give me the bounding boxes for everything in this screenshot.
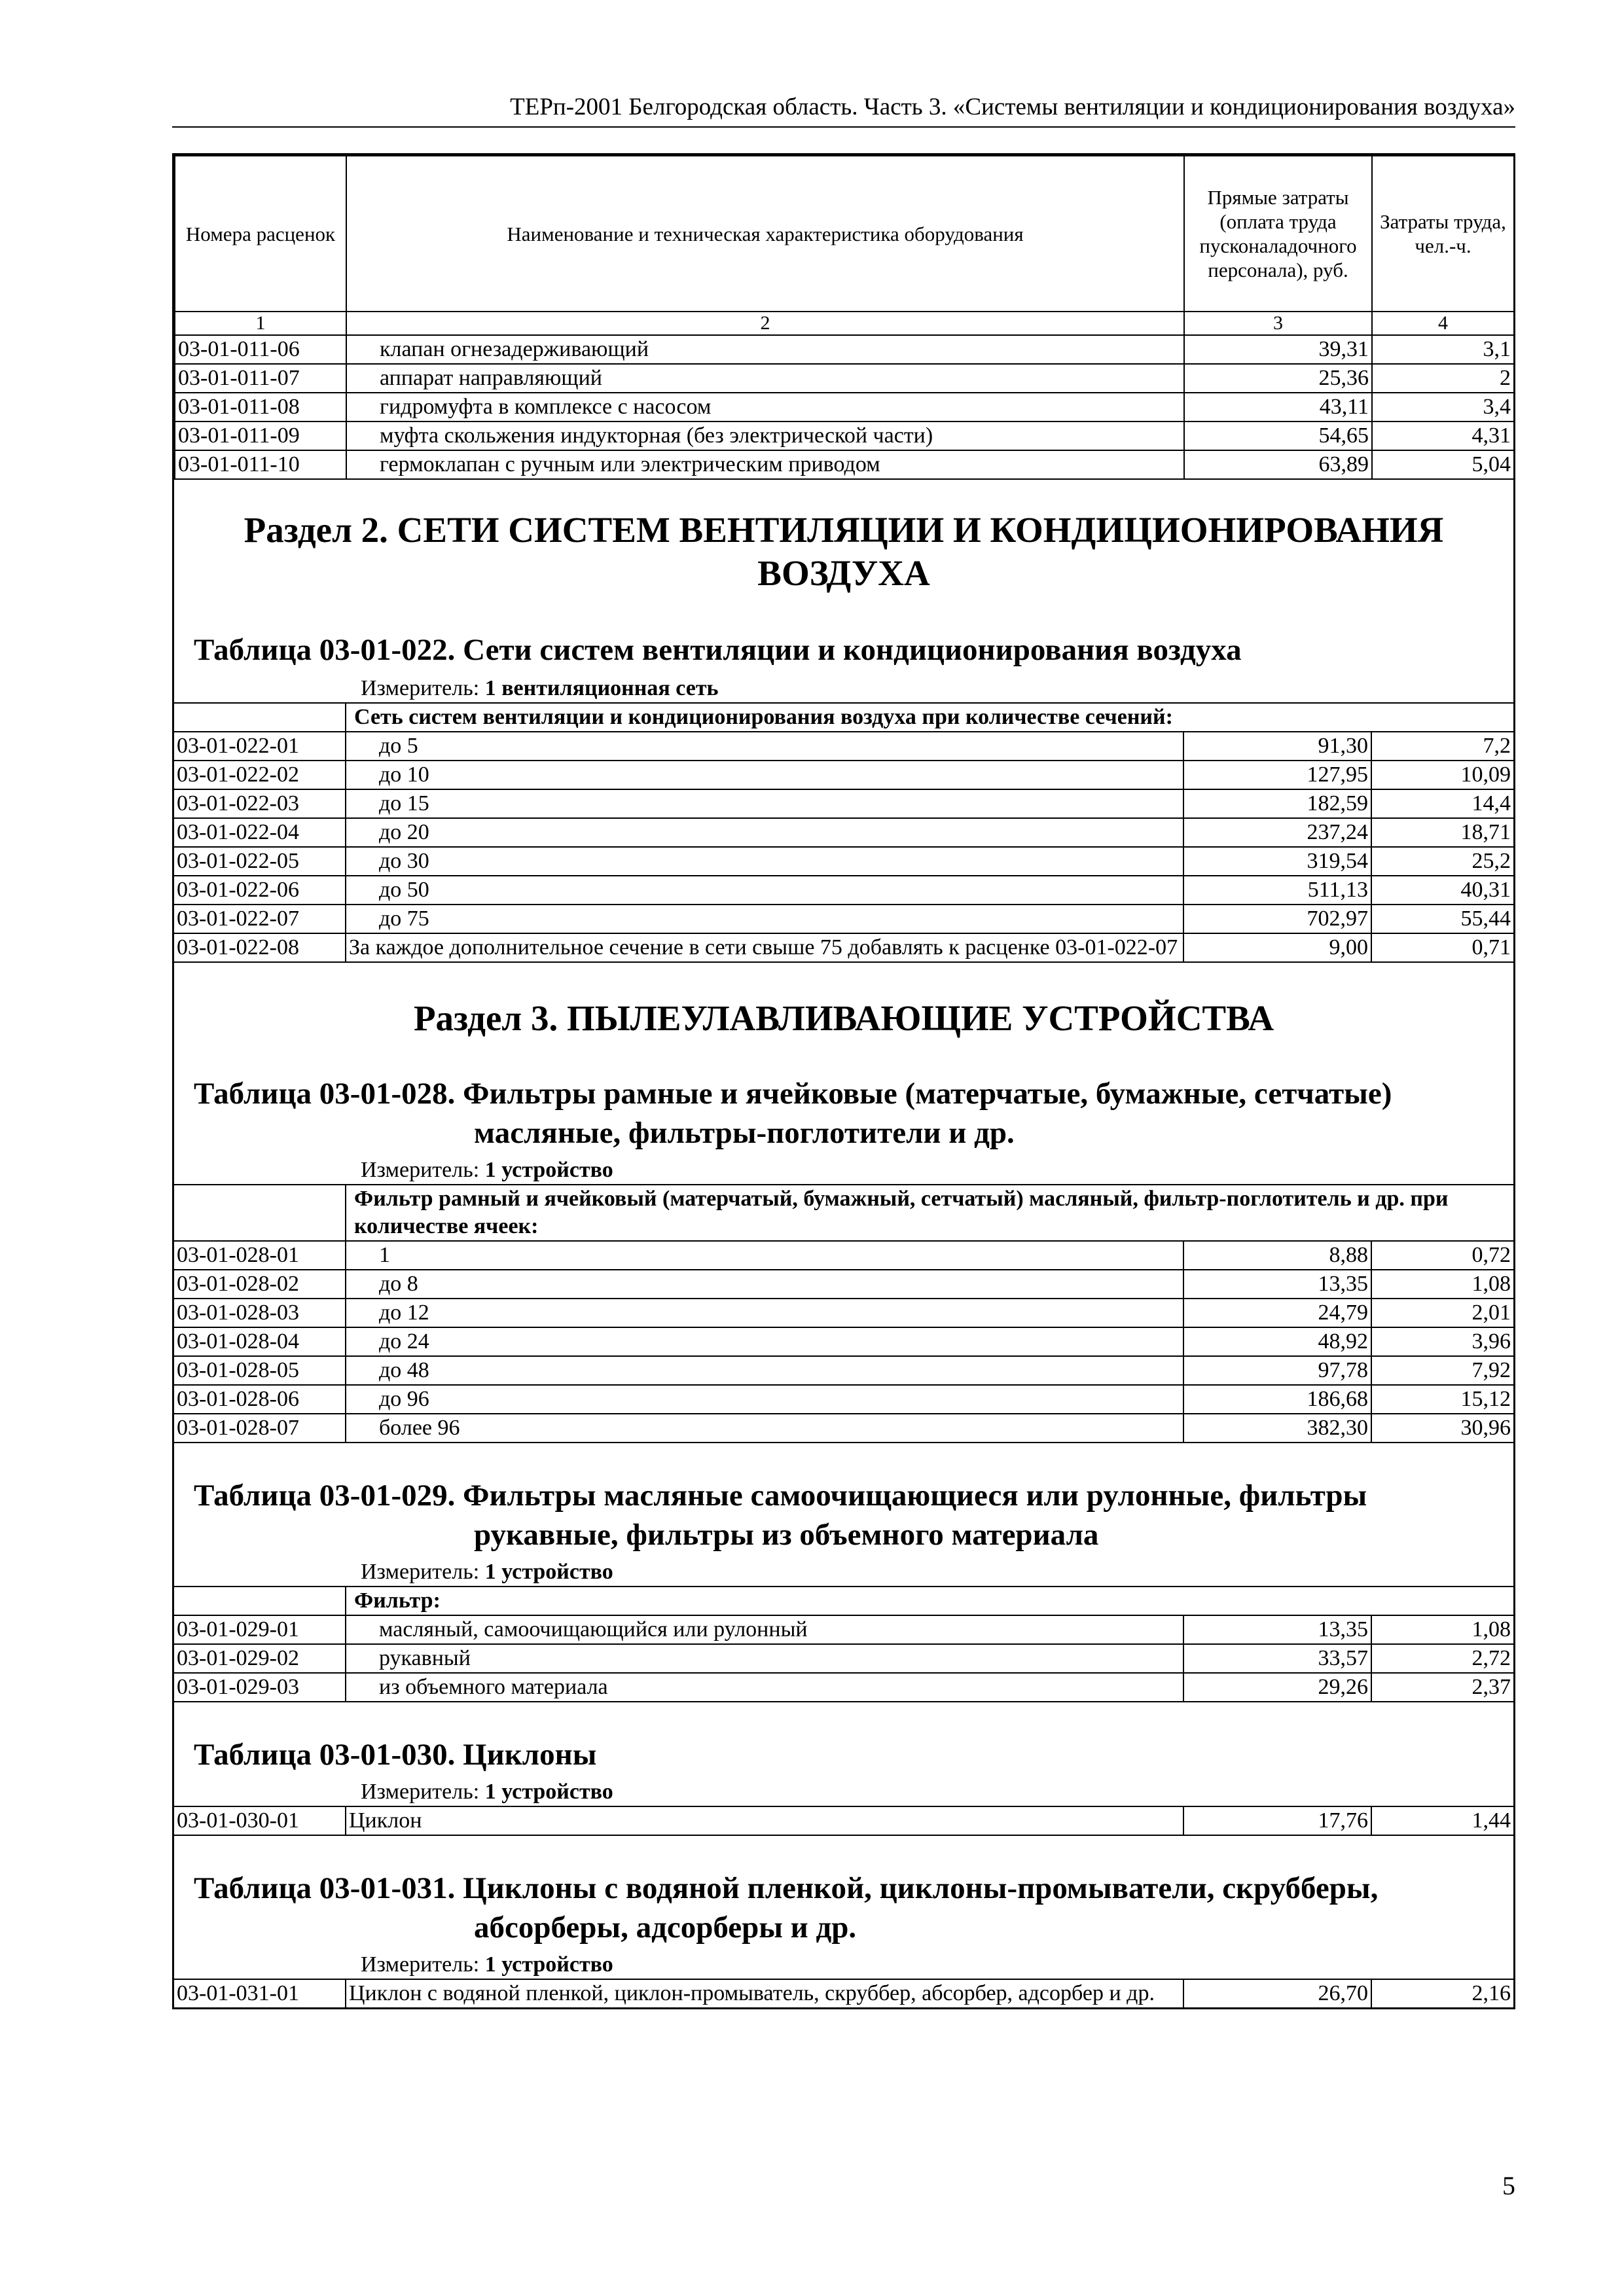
meter-value: 1 устройство	[484, 1158, 613, 1182]
column-number-row	[175, 312, 1514, 335]
rate-name: до 96	[346, 1385, 1183, 1414]
table-row	[174, 905, 1513, 933]
rate-cost: 511,13	[1183, 876, 1371, 905]
rate-code: 03-01-029-03	[174, 1673, 346, 1702]
table-row	[174, 1414, 1513, 1443]
rate-labor: 0,72	[1371, 1241, 1513, 1270]
column-header-name: Наименование и техническая характеристика оборудования	[346, 156, 1184, 312]
table-row	[174, 1356, 1513, 1385]
table-row	[174, 933, 1513, 962]
section-2-title: Раздел 2. СЕТИ СИСТЕМ ВЕНТИЛЯЦИИ И КОНДИЦИОНИРОВАНИЯ ВОЗДУХА	[244, 510, 1444, 593]
rate-code: 03-01-028-06	[174, 1385, 346, 1414]
section-3-title: Раздел 3. ПЫЛЕУЛАВЛИВАЮЩИЕ УСТРОЙСТВА	[413, 998, 1274, 1038]
rate-name: до 15	[346, 789, 1183, 818]
rate-cost: 702,97	[1183, 905, 1371, 933]
meter-label: Измеритель:	[361, 1952, 480, 1977]
table-title-line: рукавные, фильтры из объемного материала	[474, 1518, 1099, 1552]
table-03-01-011	[174, 155, 1515, 480]
rate-labor: 5,04	[1372, 450, 1514, 479]
rate-cost: 29,26	[1183, 1673, 1371, 1702]
rate-name: до 5	[346, 732, 1183, 761]
table-03-01-031-meter	[174, 1947, 1513, 1979]
rate-code: 03-01-029-01	[174, 1615, 346, 1644]
table-row	[175, 335, 1514, 364]
rate-name: 1	[346, 1241, 1183, 1270]
rate-labor: 1,08	[1371, 1615, 1513, 1644]
table-row	[174, 1644, 1513, 1673]
rate-labor: 2,72	[1371, 1644, 1513, 1673]
table-row	[174, 876, 1513, 905]
rate-code: 03-01-022-04	[174, 818, 346, 847]
rate-labor: 3,96	[1371, 1327, 1513, 1356]
meter-label: Измеритель:	[361, 1560, 480, 1584]
rate-name: Циклон с водяной пленкой, циклон-промыватель, скруббер, абсорбер, адсорбер и др.	[346, 1979, 1183, 2007]
rate-code: 03-01-028-04	[174, 1327, 346, 1356]
rate-cost: 25,36	[1184, 364, 1372, 393]
rate-code: 03-01-028-02	[174, 1270, 346, 1299]
rate-cost: 186,68	[1183, 1385, 1371, 1414]
rate-code: 03-01-022-03	[174, 789, 346, 818]
table-03-01-022-title: Таблица 03-01-022. Сети систем вентиляции и кондиционирования воздуха	[194, 633, 1242, 667]
table-row	[174, 1615, 1513, 1644]
rate-labor: 1,08	[1371, 1270, 1513, 1299]
table-title-line: Таблица 03-01-029. Фильтры масляные самоочищающиеся или рулонные, фильтры	[194, 1479, 1367, 1513]
meter-value: 1 устройство	[484, 1952, 613, 1977]
rate-labor: 14,4	[1371, 789, 1513, 818]
document-frame	[172, 153, 1515, 2009]
rate-name: из объемного материала	[346, 1673, 1183, 1702]
table-row	[174, 789, 1513, 818]
rate-code: 03-01-022-02	[174, 761, 346, 789]
rate-code: 03-01-022-05	[174, 847, 346, 876]
rate-labor: 7,92	[1371, 1356, 1513, 1385]
rate-code: 03-01-030-01	[174, 1806, 346, 1835]
table-03-01-022-meter	[174, 670, 1513, 702]
rate-cost: 39,31	[1184, 335, 1372, 364]
table-03-01-030	[174, 1806, 1513, 1836]
table-03-01-030-title: Таблица 03-01-030. Циклоны	[194, 1738, 597, 1772]
column-number: 4	[1372, 312, 1514, 335]
rate-cost: 33,57	[1183, 1644, 1371, 1673]
rate-name: до 50	[346, 876, 1183, 905]
table-03-01-028	[174, 1184, 1513, 1443]
rate-cost: 13,35	[1183, 1270, 1371, 1299]
column-number: 1	[175, 312, 346, 335]
table-row	[175, 364, 1514, 393]
rate-labor: 7,2	[1371, 732, 1513, 761]
table-03-01-031-title	[174, 1836, 1513, 1947]
rate-name: гидромуфта в комплексе с насосом	[346, 393, 1184, 422]
rate-labor: 2,01	[1371, 1299, 1513, 1327]
rate-code: 03-01-028-01	[174, 1241, 346, 1270]
rate-code: 03-01-028-07	[174, 1414, 346, 1443]
table-03-01-030-meter	[174, 1774, 1513, 1806]
rate-code: 03-01-011-07	[175, 364, 346, 393]
rate-name: Циклон	[346, 1806, 1183, 1835]
rate-labor: 30,96	[1371, 1414, 1513, 1443]
rate-name: до 24	[346, 1327, 1183, 1356]
rate-name: более 96	[346, 1414, 1183, 1443]
rate-cost: 26,70	[1183, 1979, 1371, 2007]
rate-name: муфта скольжения индукторная (без электрической части)	[346, 422, 1184, 450]
table-row	[174, 1241, 1513, 1270]
rate-code: 03-01-011-06	[175, 335, 346, 364]
rate-name: до 12	[346, 1299, 1183, 1327]
table-row	[174, 1327, 1513, 1356]
page-number: 5	[1502, 2171, 1515, 2200]
rate-cost: 43,11	[1184, 393, 1372, 422]
rate-labor: 2	[1372, 364, 1514, 393]
rate-labor: 18,71	[1371, 818, 1513, 847]
rate-labor: 10,09	[1371, 761, 1513, 789]
rate-labor: 1,44	[1371, 1806, 1513, 1835]
rate-cost: 127,95	[1183, 761, 1371, 789]
rate-labor: 3,4	[1372, 393, 1514, 422]
table-03-01-029-title	[174, 1443, 1513, 1554]
rate-cost: 237,24	[1183, 818, 1371, 847]
group-label: Сеть систем вентиляции и кондиционирования воздуха при количестве сечений:	[346, 703, 1513, 732]
column-header-cost: Прямые затраты (оплата труда пусконаладочного персонала), руб.	[1184, 156, 1372, 312]
table-row	[174, 1299, 1513, 1327]
rate-code: 03-01-022-06	[174, 876, 346, 905]
group-row	[174, 1185, 1513, 1241]
rate-name: до 48	[346, 1356, 1183, 1385]
rate-labor: 25,2	[1371, 847, 1513, 876]
rate-name: до 10	[346, 761, 1183, 789]
rate-code: 03-01-011-08	[175, 393, 346, 422]
rate-code: 03-01-029-02	[174, 1644, 346, 1673]
group-row	[174, 703, 1513, 732]
table-row	[174, 818, 1513, 847]
rate-cost: 48,92	[1183, 1327, 1371, 1356]
table-title-line: Таблица 03-01-031. Циклоны с водяной пленкой, циклоны-промыватели, скрубберы,	[194, 1871, 1379, 1905]
meter-value: 1 вентиляционная сеть	[484, 676, 719, 700]
rate-code: 03-01-022-08	[174, 933, 346, 962]
rate-labor: 2,16	[1371, 1979, 1513, 2007]
rate-labor: 4,31	[1372, 422, 1514, 450]
rate-cost: 24,79	[1183, 1299, 1371, 1327]
meter-label: Измеритель:	[361, 676, 480, 700]
table-title-line: масляные, фильтры-поглотители и др.	[474, 1116, 1015, 1150]
column-header-code: Номера расценок	[175, 156, 346, 312]
column-header-labor: Затраты труда, чел.-ч.	[1372, 156, 1514, 312]
rate-code: 03-01-022-07	[174, 905, 346, 933]
meter-label: Измеритель:	[361, 1780, 480, 1804]
group-label: Фильтр:	[346, 1587, 1513, 1615]
rate-name: гермоклапан с ручным или электрическим приводом	[346, 450, 1184, 479]
rate-labor: 0,71	[1371, 933, 1513, 962]
table-row	[174, 732, 1513, 761]
rate-labor: 3,1	[1372, 335, 1514, 364]
rate-name: до 20	[346, 818, 1183, 847]
group-label: Фильтр рамный и ячейковый (матерчатый, бумажный, сетчатый) масляный, фильтр-поглотитель и др. при количестве ячеек:	[346, 1185, 1513, 1241]
rate-code: 03-01-031-01	[174, 1979, 346, 2007]
rate-code: 03-01-022-01	[174, 732, 346, 761]
rate-name: клапан огнезадерживающий	[346, 335, 1184, 364]
table-03-01-028-meter	[174, 1153, 1513, 1184]
rate-labor: 15,12	[1371, 1385, 1513, 1414]
table-row	[174, 1673, 1513, 1702]
table-03-01-029	[174, 1586, 1513, 1702]
table-row	[174, 1979, 1513, 2007]
column-number: 2	[346, 312, 1184, 335]
table-row	[174, 847, 1513, 876]
rate-name: до 30	[346, 847, 1183, 876]
table-row	[175, 393, 1514, 422]
rate-code: 03-01-011-10	[175, 450, 346, 479]
rate-labor: 40,31	[1371, 876, 1513, 905]
running-header: ТЕРп-2001 Белгородская область. Часть 3. «Системы вентиляции и кондиционирования воздуха»	[172, 93, 1515, 128]
rate-code: 03-01-028-05	[174, 1356, 346, 1385]
column-number: 3	[1184, 312, 1372, 335]
rate-code: 03-01-028-03	[174, 1299, 346, 1327]
meter-value: 1 устройство	[484, 1560, 613, 1584]
table-03-01-031	[174, 1979, 1513, 2007]
rate-name: до 8	[346, 1270, 1183, 1299]
rate-cost: 54,65	[1184, 422, 1372, 450]
rate-cost: 97,78	[1183, 1356, 1371, 1385]
rate-cost: 382,30	[1183, 1414, 1371, 1443]
rate-name: до 75	[346, 905, 1183, 933]
table-03-01-028-title	[174, 1040, 1513, 1153]
table-row	[174, 1270, 1513, 1299]
rate-labor: 2,37	[1371, 1673, 1513, 1702]
rate-cost: 63,89	[1184, 450, 1372, 479]
rate-name: рукавный	[346, 1644, 1183, 1673]
rate-cost: 13,35	[1183, 1615, 1371, 1644]
table-title-line: Таблица 03-01-028. Фильтры рамные и ячейковые (матерчатые, бумажные, сетчатые)	[194, 1077, 1392, 1111]
table-row	[174, 761, 1513, 789]
table-row	[174, 1806, 1513, 1835]
table-row	[175, 422, 1514, 450]
rate-code: 03-01-011-09	[175, 422, 346, 450]
group-row	[174, 1587, 1513, 1615]
rate-cost: 9,00	[1183, 933, 1371, 962]
rate-labor: 55,44	[1371, 905, 1513, 933]
rate-cost: 17,76	[1183, 1806, 1371, 1835]
table-03-01-029-meter	[174, 1554, 1513, 1586]
table-title-line: абсорберы, адсорберы и др.	[474, 1910, 857, 1945]
rate-name: аппарат направляющий	[346, 364, 1184, 393]
table-row	[174, 1385, 1513, 1414]
table-03-01-022	[174, 702, 1513, 963]
rate-cost: 91,30	[1183, 732, 1371, 761]
column-header-row	[175, 156, 1514, 312]
rate-cost: 319,54	[1183, 847, 1371, 876]
meter-value: 1 устройство	[484, 1780, 613, 1804]
rate-cost: 182,59	[1183, 789, 1371, 818]
meter-label: Измеритель:	[361, 1158, 480, 1182]
table-row	[175, 450, 1514, 479]
rate-cost: 8,88	[1183, 1241, 1371, 1270]
rate-name: За каждое дополнительное сечение в сети свыше 75 добавлять к расценке 03-01-022-07	[346, 933, 1183, 962]
rate-name: масляный, самоочищающийся или рулонный	[346, 1615, 1183, 1644]
